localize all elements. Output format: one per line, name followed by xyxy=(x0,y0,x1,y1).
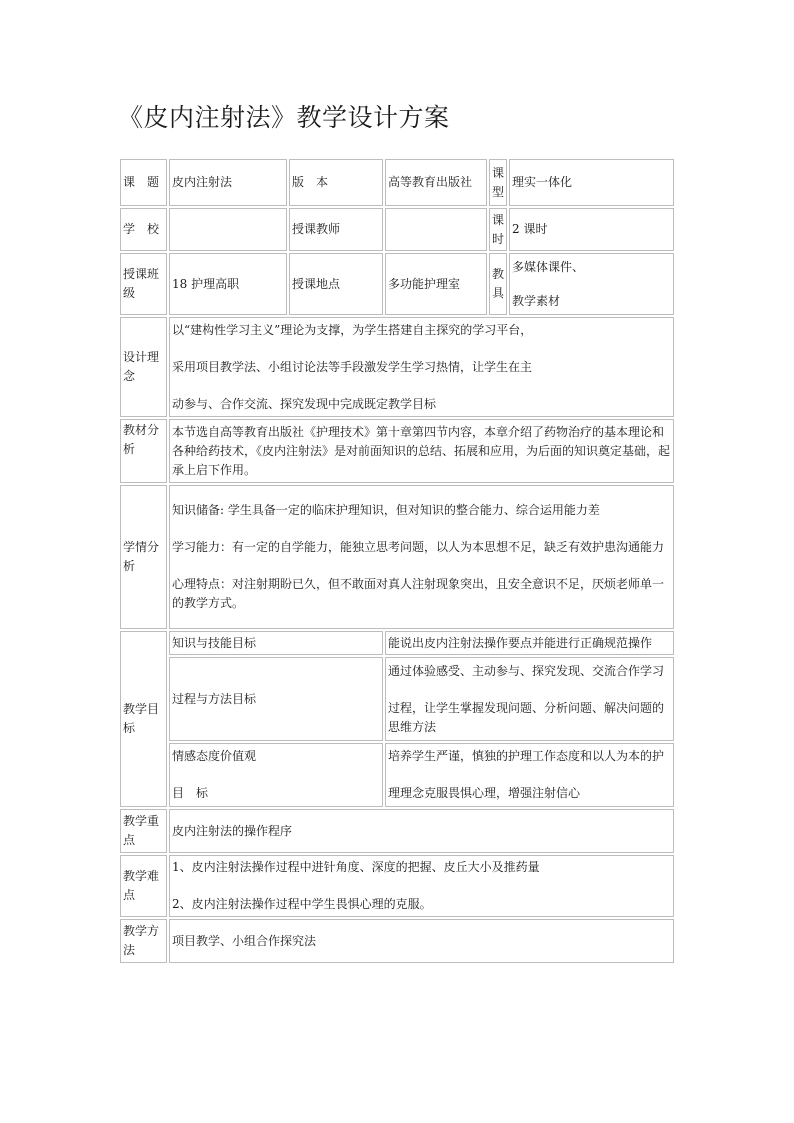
text-line: 心理特点：对注射期盼已久，但不敢面对真人注射现象突出，且安全意识不足，厌烦老师单一的教学方式。 xyxy=(172,577,665,610)
teaching-aids-value xyxy=(509,253,674,315)
text-line: 1、皮内注射法操作过程中进针角度、深度的把握、皮丘大小及推药量 xyxy=(172,860,540,874)
table-row xyxy=(120,208,674,251)
text-line: 情感态度价值观 xyxy=(172,749,257,763)
text-line: 目 标 xyxy=(172,786,209,800)
teaching-aids-label: 教具 xyxy=(489,253,507,315)
text-line: 采用项目教学法、小组讨论法等手段激发学生学习热情，让学生在主 xyxy=(172,359,533,374)
table-row xyxy=(120,919,674,963)
table-row xyxy=(120,419,674,483)
student-analysis-label: 学情分析 xyxy=(120,485,167,629)
location-value: 多功能护理室 xyxy=(385,253,487,315)
class-type-value: 理实一体化 xyxy=(509,159,674,206)
teaching-difficulty-text xyxy=(169,855,674,917)
edition-value: 高等教育出版社 xyxy=(385,159,487,206)
text-line: 知识储备: 学生具备一定的临床护理知识，但对知识的整合能力、综合运用能力差 xyxy=(172,503,600,517)
class-type-label: 课型 xyxy=(489,159,507,206)
table-row xyxy=(120,743,674,807)
text-line: 过程，让学生掌握发现问题、分析问题、解决问题的思维方法 xyxy=(388,700,665,734)
goal-text: 能说出皮内注射法操作要点并能进行正确规范操作 xyxy=(385,631,674,655)
class-hours-value: 2 课时 xyxy=(509,208,674,251)
goal-name: 过程与方法目标 xyxy=(169,657,383,741)
teaching-method-text: 项目教学、小组合作探究法 xyxy=(169,919,674,963)
design-concept-text xyxy=(169,317,674,417)
teacher-value xyxy=(385,208,487,251)
teaching-key-label: 教学重点 xyxy=(120,809,167,853)
page-title: 《皮内注射法》教学设计方案 xyxy=(118,103,450,132)
table-row xyxy=(120,657,674,741)
topic-label: 课 题 xyxy=(120,159,167,206)
teaching-difficulty-label: 教学难点 xyxy=(120,855,167,917)
class-hours-label: 课时 xyxy=(489,208,507,251)
teaching-key-text: 皮内注射法的操作程序 xyxy=(169,809,674,853)
teaching-method-label: 教学方法 xyxy=(120,919,167,963)
school-label: 学 校 xyxy=(120,208,167,251)
text-line: 2、皮内注射法操作过程中学生畏惧心理的克服。 xyxy=(172,897,432,911)
topic-value: 皮内注射法 xyxy=(169,159,287,206)
material-analysis-label: 教材分析 xyxy=(120,419,167,483)
text-line: 动参与、合作交流、探究发现中完成既定教学目标 xyxy=(172,396,437,411)
text-line: 学习能力：有一定的自学能力，能独立思考问题，以人为本思想不足，缺乏有效护患沟通能力 xyxy=(172,540,665,554)
teaching-goals-label: 教学目标 xyxy=(120,631,167,807)
location-label: 授课地点 xyxy=(289,253,383,315)
class-value: 18 护理高职 xyxy=(169,253,287,315)
student-analysis-text xyxy=(169,485,674,629)
lesson-plan-table xyxy=(118,157,676,965)
table-row xyxy=(120,159,674,206)
text-line: 培养学生严谨，慎独的护理工作态度和以人为本的护 xyxy=(388,749,665,763)
table-row xyxy=(120,855,674,917)
table-row xyxy=(120,809,674,853)
text-line: 理理念克服畏惧心理，增强注射信心 xyxy=(388,786,581,800)
goal-text xyxy=(385,657,674,741)
text-line: 通过体验感受、主动参与、探究发现、交流合作学习 xyxy=(388,663,665,678)
teaching-aids-line: 多媒体课件、 xyxy=(512,259,585,274)
teacher-label: 授课教师 xyxy=(289,208,383,251)
goal-name: 知识与技能目标 xyxy=(169,631,383,655)
class-label: 授课班级 xyxy=(120,253,167,315)
table-row xyxy=(120,631,674,655)
goal-name xyxy=(169,743,383,807)
text-line: 以“建构性学习主义”理论为支撑，为学生搭建自主探究的学习平台， xyxy=(172,322,533,337)
design-concept-label: 设计理念 xyxy=(120,317,167,417)
teaching-aids-line: 教学素材 xyxy=(512,293,561,308)
material-analysis-text: 本节选自高等教育出版社《护理技术》第十章第四节内容，本章介绍了药物治疗的基本理论和各种给药技术，《皮内注射法》是对前面知识的总结、拓展和应用，为后面的知识奠定基础，起承上启下作用。 xyxy=(169,419,674,483)
table-row xyxy=(120,317,674,417)
school-value xyxy=(169,208,287,251)
edition-label: 版 本 xyxy=(289,159,383,206)
table-row xyxy=(120,253,674,315)
goal-text xyxy=(385,743,674,807)
table-row xyxy=(120,485,674,629)
